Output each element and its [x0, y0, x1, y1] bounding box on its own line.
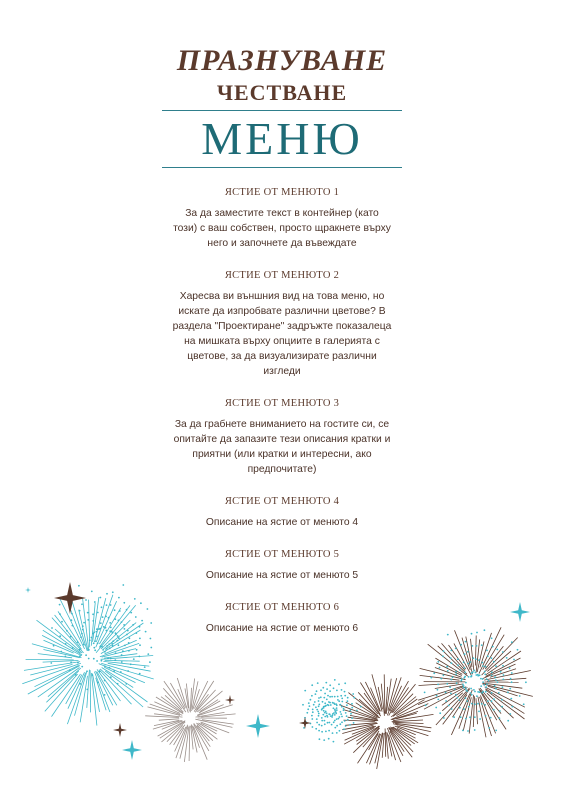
menu-item: [172, 495, 392, 530]
menu-item-description: Харесва ви външния вид на това меню, но искате да изпробвате различни цветове? В раздела "Проектиране" задръжте показалеца на мишката върху опциите в галерията с цветове, за да визуализирате различни изгледи: [172, 291, 392, 377]
menu-item-title: ЯСТИЕ ОТ МЕНЮТО 5: [224, 549, 340, 560]
menu-item-description: Описание на ястие от менюто 5: [205, 570, 359, 581]
sparkle-icon: [299, 717, 311, 729]
menu-item: [172, 397, 392, 477]
sparkle-icon: [510, 602, 530, 622]
heading-feast: ЧЕСТВАНЕ: [216, 80, 348, 105]
sparkle-icon: [25, 587, 31, 593]
menu-item-description: За да грабнете вниманието на гостите си, се опитайте да запазите тези описания кратки и приятни (или кратки и интересни, ако предпочитате): [173, 419, 391, 475]
firework-burst: [145, 678, 235, 762]
divider-bottom: [162, 167, 402, 168]
sparkle-icon: [246, 714, 270, 738]
sparkle-icon: [54, 582, 86, 614]
menu-item-description: За да заместите текст в контейнер (като този) с ваш собствен, просто щракнете върху него и започнете да въвеждате: [173, 208, 391, 249]
menu-item-title: ЯСТИЕ ОТ МЕНЮТО 3: [224, 398, 340, 409]
sparkle-icon: [113, 723, 127, 737]
menu-item: [172, 186, 392, 251]
firework-burst: [339, 674, 433, 769]
menu-title: МЕНЮ: [201, 113, 363, 164]
menu-item-title: ЯСТИЕ ОТ МЕНЮТО 6: [224, 602, 340, 613]
menu-header: [162, 44, 402, 172]
menu-item: [172, 269, 392, 379]
fireworks-decoration: [0, 560, 564, 800]
menu-item-title: ЯСТИЕ ОТ МЕНЮТО 2: [224, 270, 340, 281]
menu-item-description: Описание на ястие от менюто 4: [205, 517, 359, 528]
heading-celebration: ПРАЗНУВАНЕ: [176, 44, 388, 77]
firework-burst: [302, 679, 362, 743]
divider-top: [162, 110, 402, 111]
menu-item-description: Описание на ястие от менюто 6: [205, 623, 359, 634]
menu-item-title: ЯСТИЕ ОТ МЕНЮТО 4: [224, 496, 340, 507]
firework-burst: [418, 627, 533, 737]
menu-item-title: ЯСТИЕ ОТ МЕНЮТО 1: [224, 187, 340, 198]
sparkle-icon: [225, 695, 235, 705]
sparkle-icon: [122, 740, 142, 760]
